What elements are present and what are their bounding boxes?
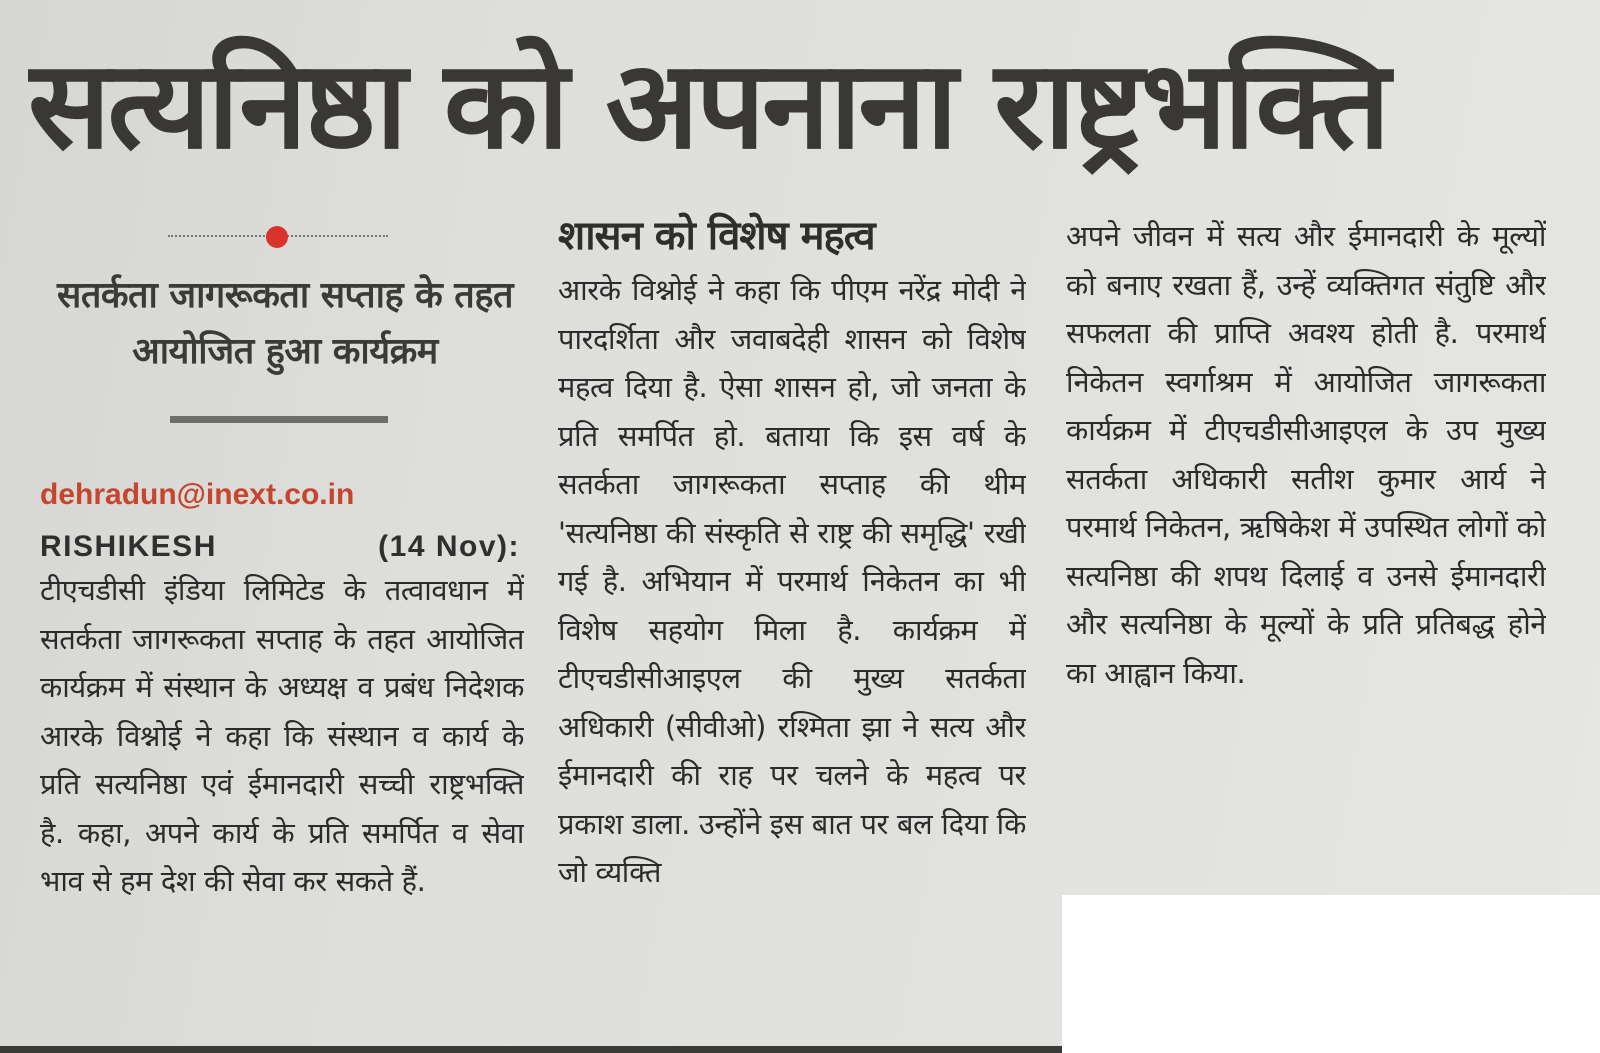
red-dot-icon [266, 226, 288, 248]
dateline-date: (14 Nov): [378, 530, 520, 563]
dateline [40, 530, 520, 564]
subheadline: सतर्कता जागरूकता सप्ताह के तहत आयोजित हुआ कार्यक्रम [57, 275, 513, 372]
article-column-3: अपने जीवन में सत्य और ईमानदारी के मूल्यों को बनाए रखता हैं, उन्हें व्यक्तिगत संतुष्टि और सफलता की प्राप्ति अवश्य होती है. परमार्थ निकेतन स्वर्गाश्रम में आयोजित जागरूकता कार्यक्रम में टीएचडीसीआइएल के उप मुख्य सतर्कता अधिकारी सतीश कुमार आर्य ने परमार्थ निकेतन, ऋषिकेश में उपस्थित लोगों को सत्यनिष्ठा की शपथ दिलाई व उनसे ईमानदारी और सत्यनिष्ठा के मूल्यों के प्रति प्रतिबद्ध होने का आह्वान किया. [1066, 219, 1546, 690]
column-2-heading: शासन को विशेष महत्व [558, 213, 875, 259]
dateline-place: RISHIKESH [40, 530, 217, 563]
article-column-1: टीएचडीसी इंडिया लिमिटेड के तत्वावधान में सतर्कता जागरूकता सप्ताह के तहत आयोजित कार्यक्रम में संस्थान के अध्यक्ष व प्रबंध निदेशक आरके विश्नोई ने कहा कि संस्थान व कार्य के प्रति सत्यनिष्ठा एवं ईमानदारी सच्ची राष्ट्रभक्ति है. कहा, अपने कार्य के प्रति समर्पित व सेवा भाव से हम देश की सेवा कर सकते हैं. [40, 573, 524, 898]
blank-corner [1062, 895, 1600, 1053]
bottom-rule [0, 1046, 1062, 1053]
subheadline-rule [170, 416, 388, 423]
article-column-2: आरके विश्नोई ने कहा कि पीएम नरेंद्र मोदी ने पारदर्शिता और जवाबदेही शासन को विशेष महत्व दिया है. ऐसा शासन हो, जो जनता के प्रति समर्पित हो. बताया कि इस वर्ष के सतर्कता जागरूकता सप्ताह की थीम 'सत्यनिष्ठा की संस्कृति से राष्ट्र की समृद्धि' रखी गई है. अभियान में परमार्थ निकेतन का भी विशेष सहयोग मिला है. कार्यक्रम में टीएचडीसीआइएल की मुख्य सतर्कता अधिकारी (सीवीओ) रश्मिता झा ने सत्य और ईमानदारी की राह पर चलने के महत्व पर प्रकाश डाला. उन्होंने इस बात पर बल दिया कि जो व्यक्ति [558, 273, 1026, 889]
headline: सत्यनिष्ठा को अपनाना राष्ट्रभक्ति [28, 34, 1388, 176]
reporter-email: dehradun@inext.co.in [40, 478, 355, 511]
